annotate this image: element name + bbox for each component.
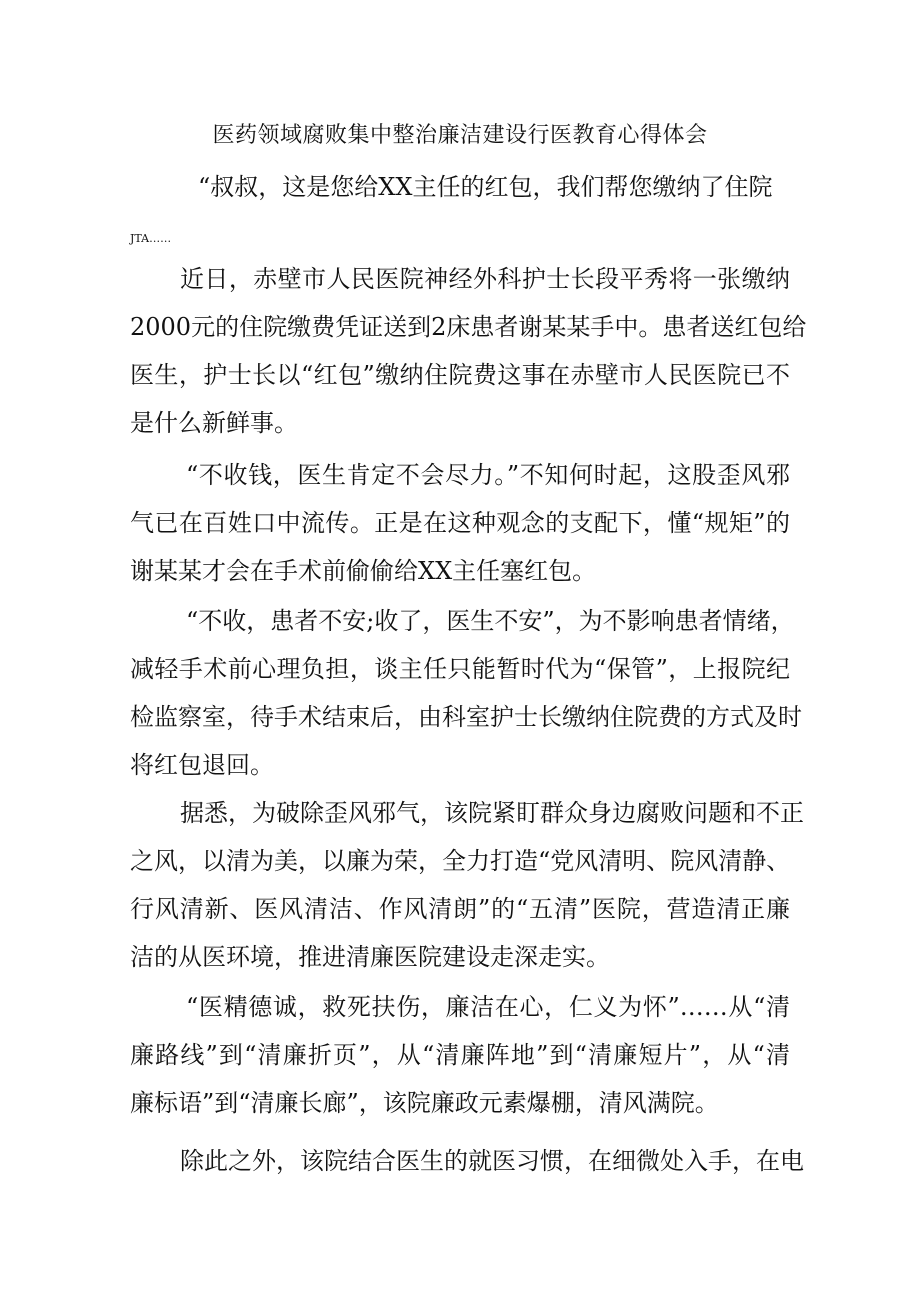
text-line: 谢某某才会在手术前偷偷给XX主任塞红包。 xyxy=(130,557,597,585)
text-line: 将红包退回。 xyxy=(130,751,274,779)
text-line: 气已在百姓口中流传。正是在这种观念的支配下，懂“规矩”的 xyxy=(130,509,790,537)
text-line: 除此之外，该院结合医生的就医习惯，在细微处入手，在电 xyxy=(180,1147,804,1175)
text-line: “不收，患者不安;收了，医生不安”，为不影响患者情绪， xyxy=(186,607,795,635)
text-line: 廉标语”到“清廉长廊”，该院廉政元素爆棚，清风满院。 xyxy=(130,1089,719,1117)
text-line: “不收钱，医生肯定不会尽力。”不知何时起，这股歪风邪 xyxy=(186,461,790,489)
text-line: 廉路线”到“清廉折页”，从“清廉阵地”到“清廉短片”，从“清 xyxy=(130,1041,790,1069)
text-line: 近日，赤壁市人民医院神经外科护士长段平秀将一张缴纳 xyxy=(180,265,790,293)
text-line: 之风，以清为美，以廉为荣，全力打造“党风清明、院风清静、 xyxy=(130,847,791,875)
text-line: 据悉，为破除歪风邪气，该院紧盯群众身边腐败问题和不正 xyxy=(180,799,804,827)
text-line: “叔叔，这是您给XX主任的红包，我们帮您缴纳了住院 xyxy=(198,173,773,201)
text-line: 是什么新鲜事。 xyxy=(130,409,298,437)
text-line: 检监察室，待手术结束后，由科室护士长缴纳住院费的方式及时 xyxy=(130,703,802,731)
text-line: 洁的从医环境，推进清廉医院建设走深走实。 xyxy=(130,943,610,971)
text-line: 2000元的住院缴费凭证送到2床患者谢某某手中。患者送红包给 xyxy=(130,313,807,341)
text-line: “医精德诚，救死扶伤，廉洁在心，仁义为怀”……从“清 xyxy=(186,993,790,1021)
text-line: 行风清新、医风清洁、作风清朗”的“五清”医院，营造清正廉 xyxy=(130,895,790,923)
document-title: 医药领域腐败集中整治廉洁建设行医教育心得体会 xyxy=(212,123,708,148)
text-line: 减轻手术前心理负担，谈主任只能暂时代为“保管”，上报院纪 xyxy=(130,655,790,683)
text-line: 医生，护士长以“红包”缴纳住院费这事在赤壁市人民医院已不 xyxy=(130,361,790,389)
text-line: JTA…… xyxy=(130,232,172,245)
